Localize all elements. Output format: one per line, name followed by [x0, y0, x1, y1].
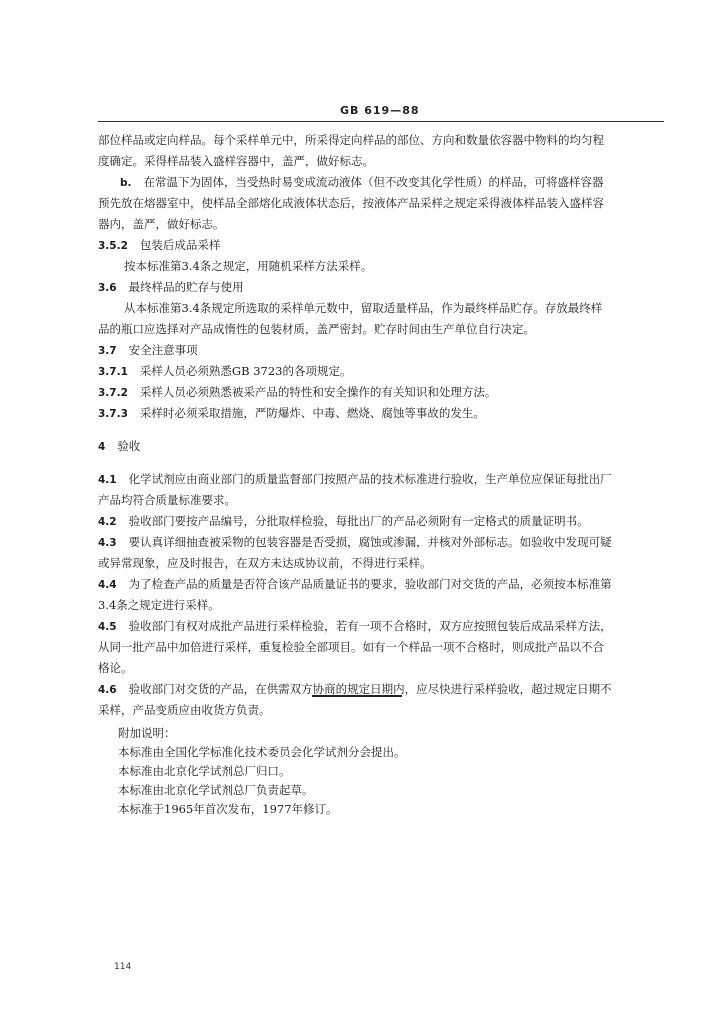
section-line: [98, 574, 664, 595]
end-separator-rule: [312, 695, 402, 697]
section-line: [98, 277, 664, 298]
section-text: 化学试剂应由商业部门的质量监督部门按照产品的技术标准进行验收，生产单位应保证每批出厂: [128, 472, 612, 486]
section-text: 要认真详细抽查被采物的包装容器是否受损，腐蚀或渗漏，并核对外部标志。如验收中发现可疑: [128, 535, 612, 549]
page-number: 114: [114, 962, 132, 972]
text-line: 产品均符合质量标准要求。: [98, 493, 236, 507]
section-line: [98, 340, 664, 361]
section-text: 验收部门要按产品编号，分批取样检验，每批出厂的产品必须附有一定格式的质量证明书。: [128, 514, 589, 528]
section-number: 3.7.3: [98, 408, 128, 420]
section-number: 4: [98, 441, 106, 453]
section-text: 在常温下为固体，当受热时易变成流动液体（但不改变其化学性质）的样品，可将盛样容器: [143, 175, 604, 189]
text-line: 从同一批产品中加倍进行采样，重复检验全部项目。如有一个样品一项不合格时，则成批产品以不合: [98, 640, 604, 654]
paragraph-line: 按本标准第3.4条之规定，用随机采样方法采样。: [124, 259, 373, 273]
section-text: 采样人员必须熟悉GB 3723的各项规定。: [139, 364, 352, 378]
text-line: 预先放在熔器室中，使样品全部熔化成液体状态后，按液体产品采样之规定采得液体样品装入盛样容: [98, 196, 604, 210]
section-number: 4.5: [98, 621, 117, 633]
section-number: 3.7.2: [98, 387, 128, 399]
body-text: [98, 130, 664, 721]
notes-title: 附加说明：: [118, 726, 176, 740]
section-line: [98, 382, 664, 403]
notes-item: 本标准由北京化学试剂总厂负责起草。: [118, 783, 314, 797]
list-item-line: [98, 172, 664, 193]
section-number: 4.3: [98, 537, 117, 549]
section-text: 验收部门对交货的产品，在供需双方协商的规定日期内，应尽快进行采样验收，超过规定日期不: [128, 682, 612, 696]
section-text: 采样人员必须熟悉被采产品的特性和安全操作的有关知识和处理方法。: [139, 385, 497, 399]
paragraph-gap: [98, 424, 664, 436]
notes-item: 本标准于1965年首次发布，1977年修订。: [118, 802, 338, 816]
section-text: 包装后成品采样: [139, 238, 221, 252]
section-line: [98, 436, 664, 457]
section-line: [98, 616, 664, 637]
section-number: 3.7: [98, 345, 117, 357]
section-number: 3.6: [98, 282, 117, 294]
section-number: 4.4: [98, 579, 117, 591]
text-line: 器内，盖严，做好标志。: [98, 217, 225, 231]
section-number: b.: [120, 177, 132, 189]
section-line: [98, 511, 664, 532]
header-rule: [98, 121, 664, 122]
text-line: 3.4条之规定进行采样。: [98, 598, 220, 612]
section-line: [98, 469, 664, 490]
section-text: 验收部门有权对成批产品进行采样检验，若有一项不合格时，双方应按照包装后成品采样方法，: [128, 619, 612, 633]
section-text: 安全注意事项: [128, 343, 198, 357]
paragraph-gap: [98, 457, 664, 469]
section-line: [98, 403, 664, 424]
text-line: 度确定。采得样品装入盛样容器中，盖严，做好标志。: [98, 154, 374, 168]
section-text: 采样时必须采取措施，严防爆炸、中毒、燃烧、腐蚀等事故的发生。: [139, 406, 485, 420]
section-number: 4.6: [98, 684, 117, 696]
section-number: 3.7.1: [98, 366, 128, 378]
section-text: 最终样品的贮存与使用: [128, 280, 244, 294]
section-line: [98, 361, 664, 382]
notes-item: 本标准由全国化学标准化技术委员会化学试剂分会提出。: [118, 745, 406, 759]
section-line: [98, 532, 664, 553]
section-text: 为了检查产品的质量是否符合该产品质量证书的要求，验收部门对交货的产品，必须按本标准第: [128, 577, 612, 591]
section-text: 验收: [117, 439, 141, 453]
text-line: 部位样品或定向样品。每个采样单元中，所采得定向样品的部位、方向和数量依容器中物料的均匀程: [98, 133, 604, 147]
section-number: 4.1: [98, 474, 117, 486]
section-number: 4.2: [98, 516, 117, 528]
section-line: [98, 235, 664, 256]
notes-item: 本标准由北京化学试剂总厂归口。: [118, 764, 291, 778]
text-line: 品的瓶口应选择对产品成惰性的包装材质，盖严密封。贮存时间由生产单位自行决定。: [98, 322, 535, 336]
text-line: 采样，产品变质应由收货方负责。: [98, 703, 271, 717]
text-line: 格论。: [98, 661, 133, 675]
text-line: 或异常现象，应及时报告，在双方未达成协议前，不得进行采样。: [98, 556, 432, 570]
standard-number-header: GB 619—88: [340, 104, 420, 117]
section-number: 3.5.2: [98, 240, 128, 252]
additional-notes: [118, 724, 598, 819]
paragraph-line: 从本标准第3.4条规定所选取的采样单元数中，留取适量样品，作为最终样品贮存。存放最终样: [124, 301, 603, 315]
